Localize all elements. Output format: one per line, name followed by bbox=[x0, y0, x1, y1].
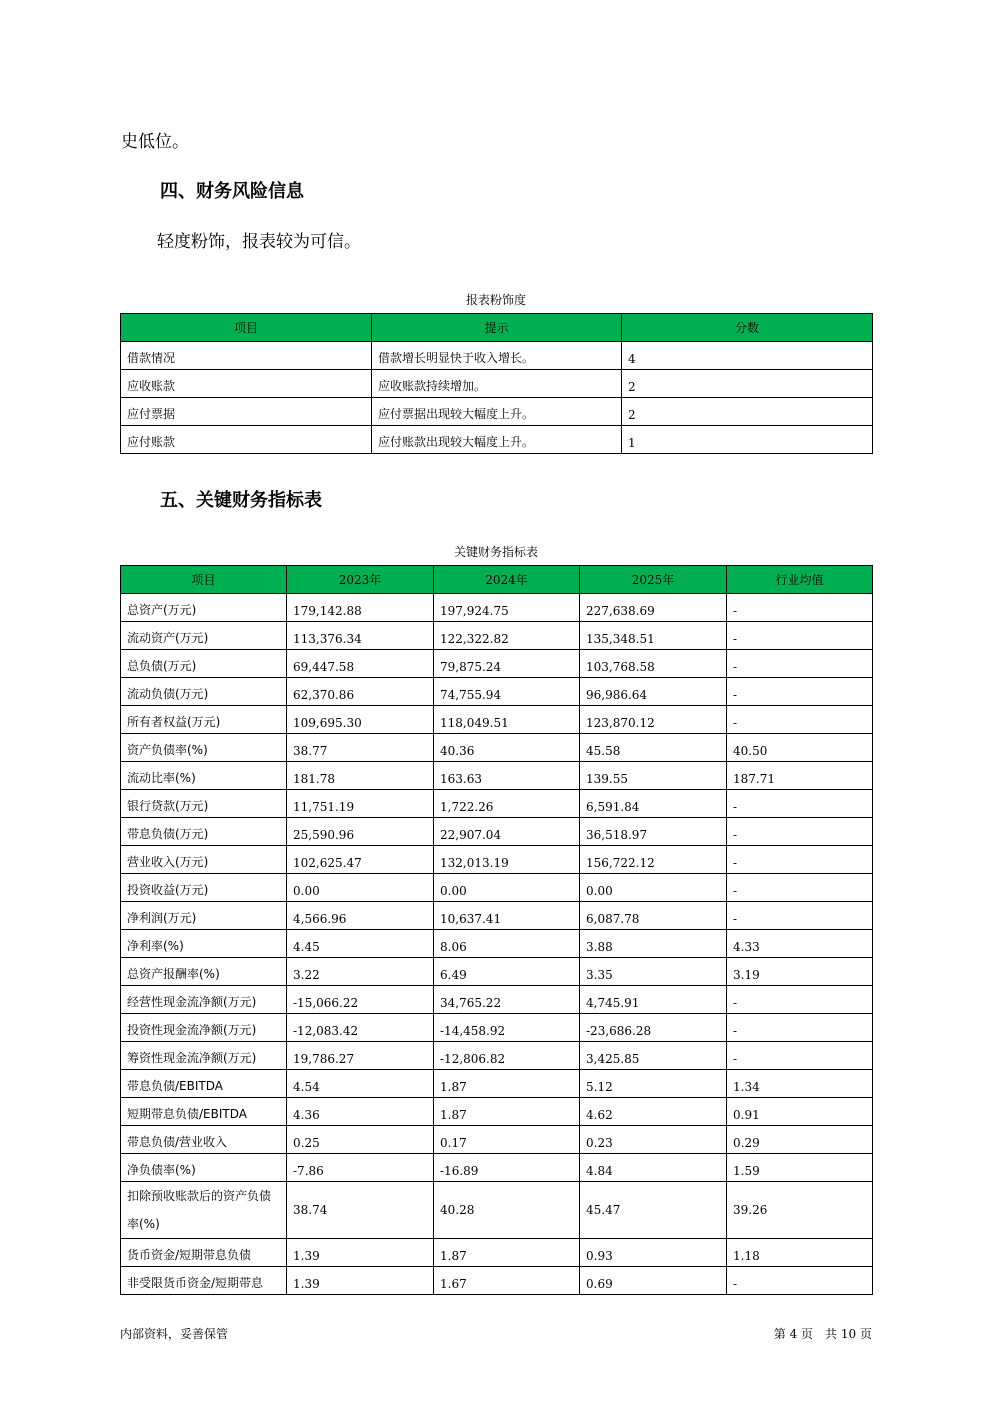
value-cell: 0.00 bbox=[434, 874, 580, 902]
value-cell: 22,907.04 bbox=[434, 818, 580, 846]
value-cell: - bbox=[727, 818, 873, 846]
table-row bbox=[121, 986, 873, 1014]
row-label-cell: 短期带息负债/EBITDA bbox=[121, 1098, 287, 1126]
risk-table bbox=[120, 313, 873, 454]
row-label-cell: 带息负债/营业收入 bbox=[121, 1126, 287, 1154]
header-cell: 2023年 bbox=[287, 566, 434, 594]
table-row bbox=[121, 1126, 873, 1154]
value-cell: 163.63 bbox=[434, 762, 580, 790]
value-cell: 40.36 bbox=[434, 734, 580, 762]
value-cell: 39.26 bbox=[727, 1182, 873, 1239]
value-cell: 96,986.64 bbox=[580, 678, 727, 706]
row-label-cell: 净利润(万元) bbox=[121, 902, 287, 930]
value-cell: 4 bbox=[622, 342, 873, 370]
row-label-cell: 资产负债率(%) bbox=[121, 734, 287, 762]
value-cell: 135,348.51 bbox=[580, 622, 727, 650]
table-row bbox=[121, 1042, 873, 1070]
footer-page-number bbox=[774, 1326, 872, 1342]
value-cell: 4,566.96 bbox=[287, 902, 434, 930]
table-row bbox=[121, 846, 873, 874]
value-cell: 1,722.26 bbox=[434, 790, 580, 818]
table-row bbox=[121, 370, 873, 398]
row-label-cell: 应付票据 bbox=[121, 398, 372, 426]
row-label-cell: 所有者权益(万元) bbox=[121, 706, 287, 734]
value-cell: - bbox=[727, 678, 873, 706]
value-cell: 1 bbox=[622, 426, 873, 454]
value-cell: 38.77 bbox=[287, 734, 434, 762]
table-row bbox=[121, 1154, 873, 1182]
row-label-cell: 带息负债(万元) bbox=[121, 818, 287, 846]
section4-paragraph: 轻度粉饰，报表较为可信。 bbox=[157, 232, 361, 252]
row-label-cell: 应收账款 bbox=[121, 370, 372, 398]
table-row bbox=[121, 1098, 873, 1126]
table-row bbox=[121, 342, 873, 370]
value-cell: 0.00 bbox=[580, 874, 727, 902]
value-cell: 1.59 bbox=[727, 1154, 873, 1182]
table-row bbox=[121, 678, 873, 706]
value-cell: - bbox=[727, 986, 873, 1014]
value-cell: 69,447.58 bbox=[287, 650, 434, 678]
value-cell: - bbox=[727, 846, 873, 874]
page-prefix: 第 bbox=[773, 1327, 786, 1341]
row-label-cell: 流动比率(%) bbox=[121, 762, 287, 790]
table-row bbox=[121, 706, 873, 734]
value-cell: 40.50 bbox=[727, 734, 873, 762]
row-label-cell: 净利率(%) bbox=[121, 930, 287, 958]
page-mid: 页 共 bbox=[801, 1327, 838, 1341]
risk-table-header bbox=[121, 314, 873, 342]
value-cell: 45.58 bbox=[580, 734, 727, 762]
value-cell: 123,870.12 bbox=[580, 706, 727, 734]
value-cell: 2 bbox=[622, 370, 873, 398]
table-row bbox=[121, 650, 873, 678]
header-cell: 行业均值 bbox=[727, 566, 873, 594]
value-cell: - bbox=[727, 1042, 873, 1070]
value-cell: 4.45 bbox=[287, 930, 434, 958]
value-cell: - bbox=[727, 1014, 873, 1042]
value-cell: 102,625.47 bbox=[287, 846, 434, 874]
value-cell: 34,765.22 bbox=[434, 986, 580, 1014]
row-label-cell: 流动资产(万元) bbox=[121, 622, 287, 650]
header-cell: 提示 bbox=[372, 314, 622, 342]
value-cell: 8.06 bbox=[434, 930, 580, 958]
value-cell: 113,376.34 bbox=[287, 622, 434, 650]
table-row bbox=[121, 762, 873, 790]
footer-confidential: 内部资料，妥善保管 bbox=[120, 1327, 229, 1341]
value-cell: 1.18 bbox=[727, 1239, 873, 1267]
value-cell: 181.78 bbox=[287, 762, 434, 790]
row-label-cell: 扣除预收账款后的资产负债率(%) bbox=[121, 1182, 287, 1239]
value-cell: -16.89 bbox=[434, 1154, 580, 1182]
value-cell: 应付票据出现较大幅度上升。 bbox=[372, 398, 622, 426]
indicator-table-header bbox=[121, 566, 873, 594]
value-cell: 187.71 bbox=[727, 762, 873, 790]
table-row bbox=[121, 734, 873, 762]
row-label-cell: 总资产(万元) bbox=[121, 594, 287, 622]
value-cell: 109,695.30 bbox=[287, 706, 434, 734]
value-cell: 3,425.85 bbox=[580, 1042, 727, 1070]
value-cell: 6.49 bbox=[434, 958, 580, 986]
risk-table-caption: 报表粉饰度 bbox=[465, 293, 526, 307]
value-cell: 应付账款出现较大幅度上升。 bbox=[372, 426, 622, 454]
row-label-cell: 净负债率(%) bbox=[121, 1154, 287, 1182]
value-cell: -23,686.28 bbox=[580, 1014, 727, 1042]
value-cell: 0.91 bbox=[727, 1098, 873, 1126]
value-cell: 132,013.19 bbox=[434, 846, 580, 874]
table-row bbox=[121, 594, 873, 622]
value-cell: 118,049.51 bbox=[434, 706, 580, 734]
header-cell: 项目 bbox=[121, 566, 287, 594]
indicator-table-caption: 关键财务指标表 bbox=[453, 545, 538, 559]
row-label-cell: 带息负债/EBITDA bbox=[121, 1070, 287, 1098]
section4-heading: 四、财务风险信息 bbox=[160, 181, 304, 202]
header-cell: 2025年 bbox=[580, 566, 727, 594]
value-cell: -7.86 bbox=[287, 1154, 434, 1182]
row-label-cell: 投资收益(万元) bbox=[121, 874, 287, 902]
value-cell: 3.88 bbox=[580, 930, 727, 958]
table-row bbox=[121, 1070, 873, 1098]
table-row bbox=[121, 818, 873, 846]
value-cell: 139.55 bbox=[580, 762, 727, 790]
value-cell: 4.36 bbox=[287, 1098, 434, 1126]
value-cell: - bbox=[727, 622, 873, 650]
header-cell: 2024年 bbox=[434, 566, 580, 594]
value-cell: 40.28 bbox=[434, 1182, 580, 1239]
row-label-cell: 总负债(万元) bbox=[121, 650, 287, 678]
value-cell: 5.12 bbox=[580, 1070, 727, 1098]
table-row bbox=[121, 874, 873, 902]
indicator-table bbox=[120, 565, 873, 1295]
value-cell: 3.35 bbox=[580, 958, 727, 986]
value-cell: 借款增长明显快于收入增长。 bbox=[372, 342, 622, 370]
value-cell: 25,590.96 bbox=[287, 818, 434, 846]
value-cell: 4.84 bbox=[580, 1154, 727, 1182]
value-cell: 36,518.97 bbox=[580, 818, 727, 846]
value-cell: 156,722.12 bbox=[580, 846, 727, 874]
value-cell: 3.19 bbox=[727, 958, 873, 986]
value-cell: 4.62 bbox=[580, 1098, 727, 1126]
row-label-cell: 应付账款 bbox=[121, 426, 372, 454]
table-row bbox=[121, 622, 873, 650]
row-label-cell: 银行贷款(万元) bbox=[121, 790, 287, 818]
row-label-cell: 经营性现金流净额(万元) bbox=[121, 986, 287, 1014]
value-cell: - bbox=[727, 902, 873, 930]
value-cell: 1.87 bbox=[434, 1239, 580, 1267]
header-cell: 项目 bbox=[121, 314, 372, 342]
value-cell: -12,806.82 bbox=[434, 1042, 580, 1070]
value-cell: 103,768.58 bbox=[580, 650, 727, 678]
row-label-cell: 非受限货币资金/短期带息 bbox=[121, 1267, 287, 1295]
value-cell: 4.33 bbox=[727, 930, 873, 958]
page-total: 10 bbox=[840, 1327, 857, 1341]
value-cell: 0.00 bbox=[287, 874, 434, 902]
value-cell: 1.34 bbox=[727, 1070, 873, 1098]
table-row bbox=[121, 398, 873, 426]
table-row bbox=[121, 790, 873, 818]
section5-heading: 五、关键财务指标表 bbox=[160, 490, 322, 511]
page-suffix: 页 bbox=[859, 1327, 872, 1341]
value-cell: 0.69 bbox=[580, 1267, 727, 1295]
value-cell: 0.17 bbox=[434, 1126, 580, 1154]
value-cell: 2 bbox=[622, 398, 873, 426]
value-cell: 1.39 bbox=[287, 1267, 434, 1295]
row-label-cell: 营业收入(万元) bbox=[121, 846, 287, 874]
row-label-cell: 货币资金/短期带息负债 bbox=[121, 1239, 287, 1267]
table-row bbox=[121, 958, 873, 986]
value-cell: - bbox=[727, 594, 873, 622]
value-cell: 45.47 bbox=[580, 1182, 727, 1239]
value-cell: - bbox=[727, 1267, 873, 1295]
row-label-cell: 借款情况 bbox=[121, 342, 372, 370]
value-cell: 1.87 bbox=[434, 1070, 580, 1098]
value-cell: 1.67 bbox=[434, 1267, 580, 1295]
table-row bbox=[121, 426, 873, 454]
table-row bbox=[121, 930, 873, 958]
value-cell: 79,875.24 bbox=[434, 650, 580, 678]
value-cell: 197,924.75 bbox=[434, 594, 580, 622]
value-cell: 0.25 bbox=[287, 1126, 434, 1154]
value-cell: 6,591.84 bbox=[580, 790, 727, 818]
table-row bbox=[121, 902, 873, 930]
value-cell: -14,458.92 bbox=[434, 1014, 580, 1042]
table-row bbox=[121, 1267, 873, 1295]
value-cell: 227,638.69 bbox=[580, 594, 727, 622]
lead-text: 史低位。 bbox=[121, 132, 189, 152]
value-cell: 179,142.88 bbox=[287, 594, 434, 622]
value-cell: 4.54 bbox=[287, 1070, 434, 1098]
row-label-cell: 筹资性现金流净额(万元) bbox=[121, 1042, 287, 1070]
value-cell: 应收账款持续增加。 bbox=[372, 370, 622, 398]
value-cell: 74,755.94 bbox=[434, 678, 580, 706]
value-cell: 11,751.19 bbox=[287, 790, 434, 818]
row-label-cell: 投资性现金流净额(万元) bbox=[121, 1014, 287, 1042]
table-row bbox=[121, 1182, 873, 1239]
header-cell: 分数 bbox=[622, 314, 873, 342]
value-cell: 0.93 bbox=[580, 1239, 727, 1267]
value-cell: 1.87 bbox=[434, 1098, 580, 1126]
value-cell: 19,786.27 bbox=[287, 1042, 434, 1070]
value-cell: - bbox=[727, 706, 873, 734]
value-cell: -12,083.42 bbox=[287, 1014, 434, 1042]
value-cell: 10,637.41 bbox=[434, 902, 580, 930]
value-cell: 6,087.78 bbox=[580, 902, 727, 930]
value-cell: 122,322.82 bbox=[434, 622, 580, 650]
value-cell: 0.29 bbox=[727, 1126, 873, 1154]
value-cell: 62,370.86 bbox=[287, 678, 434, 706]
table-row bbox=[121, 1239, 873, 1267]
value-cell: - bbox=[727, 874, 873, 902]
table-row bbox=[121, 1014, 873, 1042]
value-cell: 1.39 bbox=[287, 1239, 434, 1267]
row-label-cell: 总资产报酬率(%) bbox=[121, 958, 287, 986]
value-cell: 4,745.91 bbox=[580, 986, 727, 1014]
value-cell: 3.22 bbox=[287, 958, 434, 986]
row-label-cell: 流动负债(万元) bbox=[121, 678, 287, 706]
value-cell: 38.74 bbox=[287, 1182, 434, 1239]
value-cell: 0.23 bbox=[580, 1126, 727, 1154]
value-cell: - bbox=[727, 790, 873, 818]
value-cell: - bbox=[727, 650, 873, 678]
page-current: 4 bbox=[789, 1327, 798, 1341]
value-cell: -15,066.22 bbox=[287, 986, 434, 1014]
